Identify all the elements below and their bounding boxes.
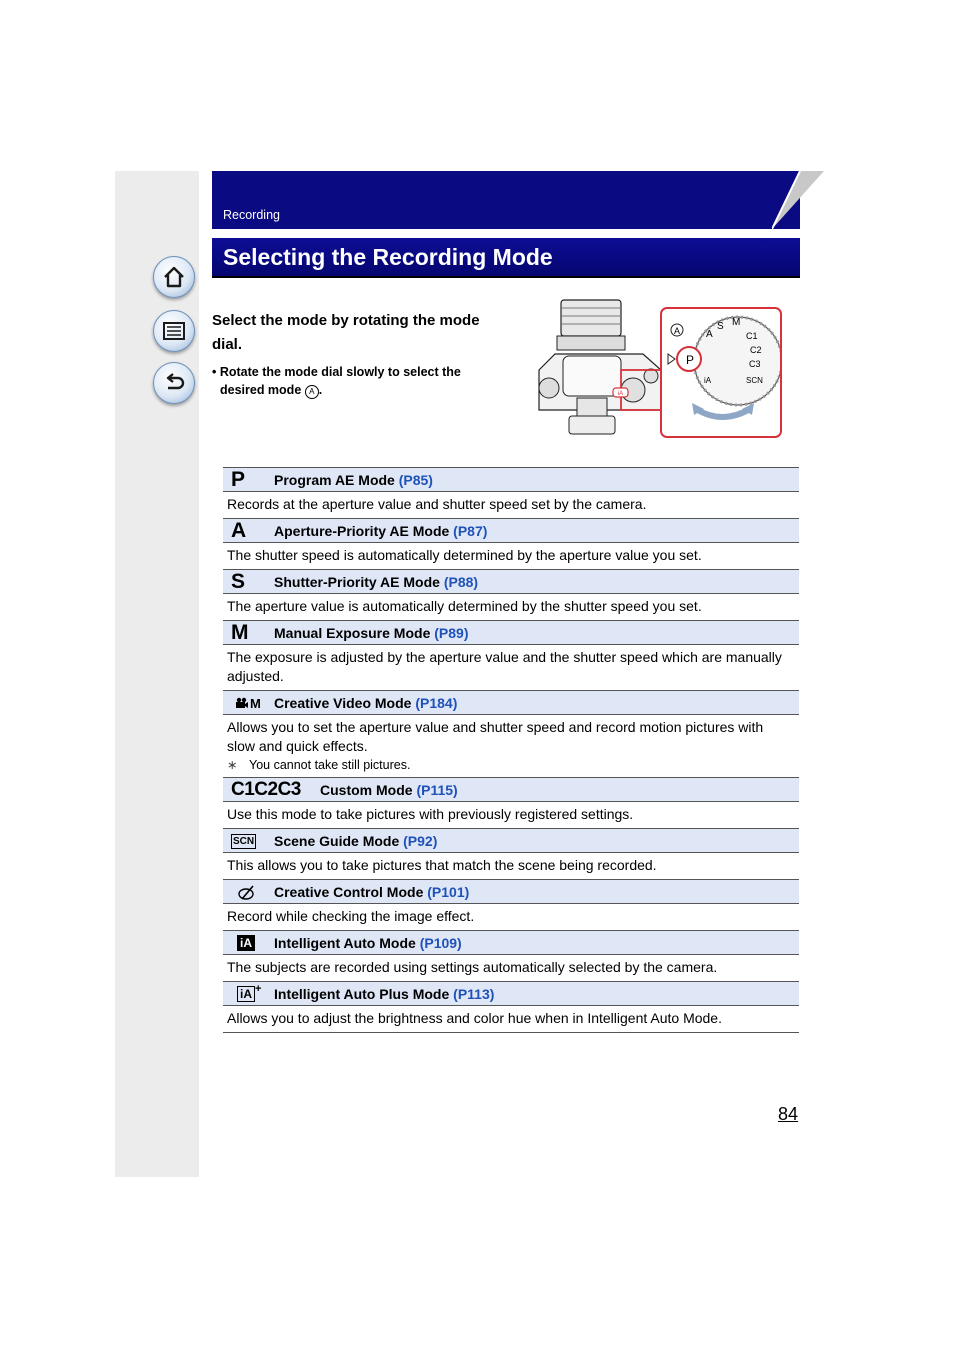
mode-description: The exposure is adjusted by the aperture value and the shutter speed which are manually adjusted.: [227, 649, 782, 684]
mode-description: The shutter speed is automatically determined by the aperture value you set.: [227, 547, 702, 563]
mode-row-program-ae: [223, 467, 799, 492]
page-link[interactable]: (P113): [453, 986, 495, 1002]
custom-mode-icon: C1C2C3: [231, 779, 301, 800]
mode-description: Allows you to adjust the brightness and color hue when in Intelligent Auto Mode.: [227, 1010, 722, 1026]
mode-row-aperture-priority: [223, 518, 799, 543]
mode-label: Manual Exposure Mode: [274, 625, 431, 641]
page-link[interactable]: (P184): [415, 695, 458, 711]
mode-description: Records at the aperture value and shutter speed set by the camera.: [227, 496, 647, 512]
mode-label: Aperture-Priority AE Mode: [274, 523, 450, 539]
camera-label: iA: [617, 391, 624, 397]
page-link[interactable]: (P85): [398, 472, 433, 488]
svg-text:SCN: SCN: [746, 376, 763, 385]
mode-label: Shutter-Priority AE Mode: [274, 574, 440, 590]
mode-dial-closeup: [660, 307, 782, 438]
mode-label: Scene Guide Mode: [274, 833, 400, 849]
home-icon: [161, 264, 187, 290]
page-link[interactable]: (P115): [416, 782, 458, 798]
back-icon: [161, 370, 187, 396]
dial-letter-m: M: [732, 317, 741, 328]
mode-row-creative-video: [223, 690, 799, 715]
intro-heading: Select the mode by rotating the mode dial.: [212, 312, 480, 353]
note-asterisk: ∗: [227, 758, 238, 772]
note-text: You cannot take still pictures.: [249, 758, 411, 772]
intro-bullet-text-2: desired mode: [220, 383, 302, 397]
mode-row-shutter-priority: [223, 569, 799, 594]
svg-text:C1: C1: [746, 331, 758, 341]
creative-video-icon: M: [231, 691, 271, 715]
creative-control-icon: [231, 880, 271, 904]
page-number: 84: [778, 1104, 799, 1124]
mode-label: Intelligent Auto Mode: [274, 935, 416, 951]
mode-label: Custom Mode: [320, 782, 413, 798]
callout-marker: A: [305, 385, 319, 399]
dial-letter-a: A: [706, 329, 713, 340]
camera-top-illustration: [533, 298, 663, 436]
intro-bullet-end: .: [318, 383, 323, 397]
mode-label: Intelligent Auto Plus Mode: [274, 986, 450, 1002]
dial-letter-s: S: [717, 321, 724, 332]
mode-description: The subjects are recorded using settings automatically selected by the camera.: [227, 959, 718, 975]
manual-mode-icon: M: [231, 621, 249, 644]
table-bottom-rule: [223, 1032, 799, 1033]
page-link[interactable]: (P109): [419, 935, 462, 951]
header-corner-decoration: [772, 171, 824, 229]
mode-label: Creative Control Mode: [274, 884, 424, 900]
page-title: Selecting the Recording Mode: [223, 244, 553, 270]
intelligent-auto-plus-icon: iA +: [231, 982, 271, 1006]
dial-letter-p: P: [686, 353, 695, 367]
intro-bullet: [212, 363, 512, 399]
program-mode-icon: P: [231, 468, 246, 491]
svg-text:iA: iA: [704, 376, 712, 385]
mode-description-block: [223, 715, 799, 777]
page-link[interactable]: (P92): [403, 833, 438, 849]
mode-description: Allows you to set the aperture value and shutter speed and record motion pictures with slow and quick effects.: [227, 719, 764, 754]
page-link[interactable]: (P101): [427, 884, 470, 900]
intro-bullet-text-1: • Rotate the mode dial slowly to select the: [212, 365, 461, 379]
intelligent-auto-icon: iA: [231, 931, 271, 955]
svg-text:C3: C3: [749, 359, 761, 369]
mode-row-creative-control: [223, 879, 799, 904]
mode-note: [227, 757, 795, 773]
mode-row-manual-exposure: [223, 620, 799, 645]
back-button[interactable]: [153, 362, 195, 404]
mode-description: This allows you to take pictures that match the scene being recorded.: [227, 857, 657, 873]
mode-row-intelligent-auto-plus: [223, 981, 799, 1006]
dial-callout-a: A: [674, 326, 681, 336]
mode-row-scene-guide: [223, 828, 799, 853]
mode-row-intelligent-auto: [223, 930, 799, 955]
contents-button[interactable]: [153, 310, 195, 352]
mode-description: The aperture value is automatically determined by the shutter speed you set.: [227, 598, 702, 614]
breadcrumb: Recording: [223, 208, 280, 222]
page-link[interactable]: (P88): [443, 574, 479, 590]
svg-text:C2: C2: [750, 345, 762, 355]
page-link[interactable]: (P87): [453, 523, 488, 539]
mode-row-custom: [223, 777, 799, 802]
aperture-mode-icon: A: [231, 519, 247, 542]
mode-description: Use this mode to take pictures with previously registered settings.: [227, 806, 634, 822]
header-band: [212, 171, 800, 229]
mode-label: Program AE Mode: [274, 472, 395, 488]
mode-label: Creative Video Mode: [274, 695, 412, 711]
mode-table: [223, 467, 799, 1033]
scene-mode-icon: SCN: [233, 835, 255, 847]
shutter-mode-icon: S: [231, 570, 246, 593]
home-button[interactable]: [153, 256, 195, 298]
page-link[interactable]: (P89): [434, 625, 469, 641]
menu-list-icon: [161, 318, 187, 344]
mode-description: Record while checking the image effect.: [227, 908, 475, 924]
